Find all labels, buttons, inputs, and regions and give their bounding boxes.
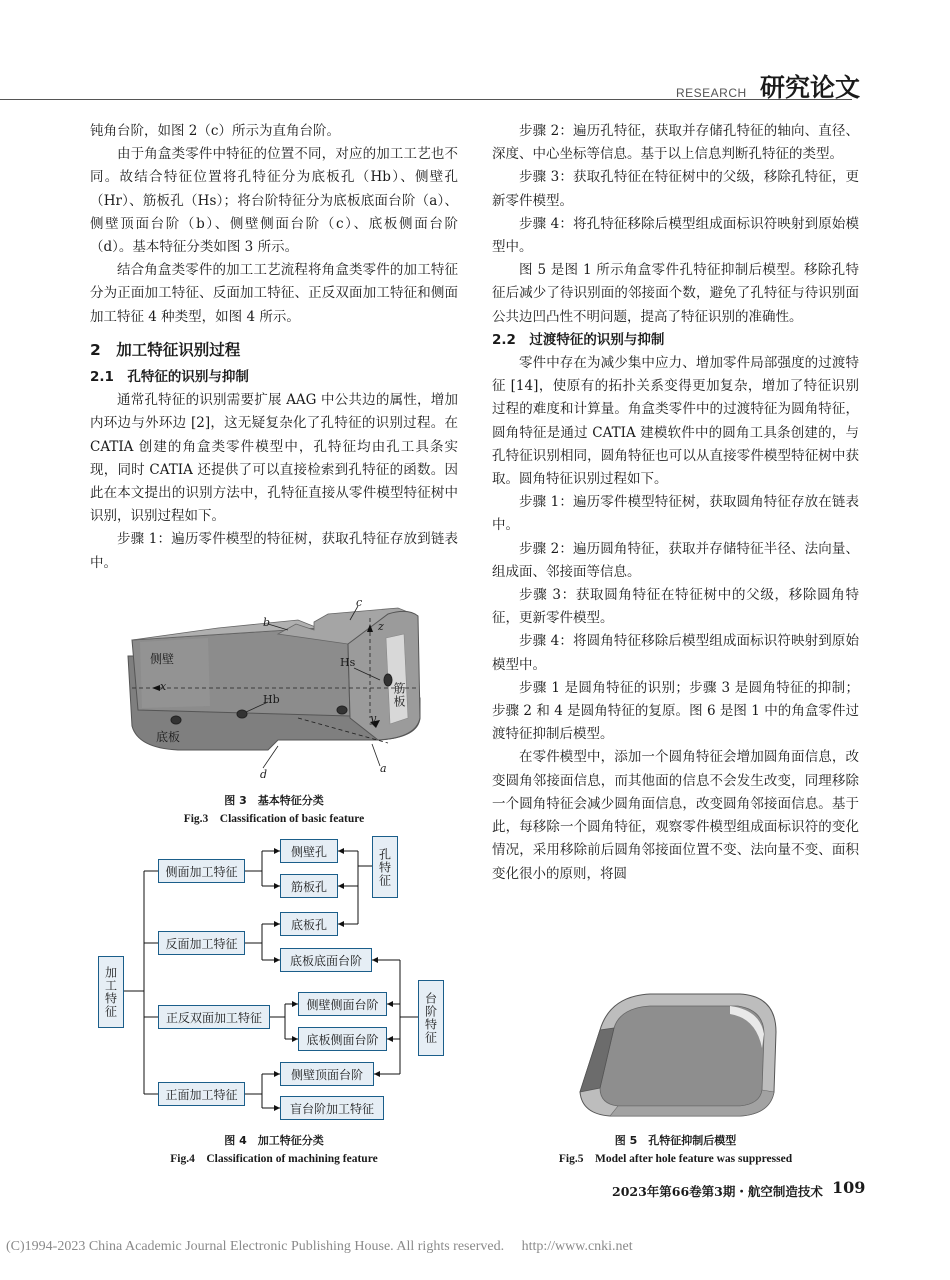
axis-x-label: x — [160, 680, 167, 693]
subsection-heading: 2.2 过渡特征的识别与抑制 — [492, 331, 665, 348]
leaf-box-rib-hole: 筋板孔 — [280, 874, 338, 898]
paragraph: 通常孔特征的识别需要扩展 AAG 中公共边的属性，增加内环边与外环边 [2]，这无疑复杂化了孔特征的识别过程。在 CATIA 创建的角盒类零件模型中，孔特征均由孔工具条实现，同时 CATIA 还提供了可以直接检索到孔特征的函数。因此在本文提出的识别方法中，孔特征直接从零件模型特征树中识别，识别过程如下。 — [90, 392, 458, 525]
leaf-box-side-wall-top-step: 侧壁顶面台阶 — [280, 1062, 374, 1086]
paragraph: 在零件模型中，添加一个圆角特征会增加圆角面信息，改变圆角邻接面信息，而其他面的信息不会发生改变，同理移除一个圆角特征会减少圆角面信息，改变圆角邻接面信息。基于此，每移除一个圆角特征，观察零件模型组成面标识符的变化情况，采用移除前后圆角邻接面位置不变、法向量不变、面积变化很小的原则，将圆 — [492, 749, 859, 882]
paragraph: 结合角盒类零件的加工工艺流程将角盒类零件的加工特征分为正面加工特征、反面加工特征、正反双面加工特征和侧面加工特征 4 种类型，如图 4 所示。 — [90, 262, 458, 325]
fig5-caption-en: Fig.5 Model after hole feature was suppressed — [558, 1153, 793, 1165]
axis-y-label: y — [370, 712, 377, 725]
footer-issue: 2023年第66卷第3期・航空制造技术 — [612, 1184, 823, 1199]
subsection-heading: 2.1 孔特征的识别与抑制 — [90, 369, 249, 386]
paragraph: 步骤 2：遍历圆角特征，获取并存储特征半径、法向量、组成面、邻接面等信息。 — [492, 540, 859, 580]
paragraph: 步骤 3：获取圆角特征在特征树中的父级，移除圆角特征，更新零件模型。 — [492, 587, 859, 627]
paragraph: 步骤 3：获取孔特征在特征树中的父级，移除孔特征，更新零件模型。 — [492, 169, 859, 209]
group-box-double: 正反双面加工特征 — [158, 1005, 270, 1029]
fig5-caption-cn: 图 5 孔特征抑制后模型 — [614, 1134, 737, 1147]
fig4-caption-cn: 图 4 加工特征分类 — [224, 1134, 324, 1147]
label-rib-plate: 筋板 — [392, 682, 406, 708]
fig3-caption-en: Fig.3 Classification of basic feature — [183, 813, 365, 825]
suppressed-model-image — [570, 988, 784, 1120]
header-section-title: 研究论文 — [760, 73, 861, 102]
category-box-hole-feature: 孔特征 — [372, 836, 398, 898]
label-hb: Hb — [263, 693, 280, 706]
leaf-box-bottom-face-step: 底板底面台阶 — [280, 948, 372, 972]
header-research-label: RESEARCH — [676, 86, 747, 100]
group-box-side: 侧面加工特征 — [158, 859, 245, 883]
label-d: d — [260, 768, 268, 781]
paragraph: 步骤 1：遍历零件模型特征树，获取圆角特征存放在链表中。 — [492, 494, 859, 534]
label-b: b — [263, 616, 271, 629]
flowchart-connectors — [90, 836, 458, 1126]
leaf-box-side-wall-side-step: 侧壁侧面台阶 — [298, 992, 387, 1016]
paragraph: 钝角台阶，如图 2（c）所示为直角台阶。 — [90, 123, 340, 139]
section-heading: 2 加工特征识别过程 — [90, 340, 241, 359]
leaf-box-bottom-side-step: 底板侧面台阶 — [298, 1027, 387, 1051]
leaf-box-side-wall-hole: 侧壁孔 — [280, 839, 338, 863]
group-box-front: 正面加工特征 — [158, 1082, 245, 1106]
category-box-step-feature: 台阶特征 — [418, 980, 444, 1056]
figure-4-flowchart — [90, 836, 458, 1126]
figure-3 — [118, 598, 438, 782]
leaf-box-bottom-hole: 底板孔 — [280, 912, 338, 936]
label-a: a — [380, 762, 387, 775]
fig4-caption-en: Fig.4 Classification of machining feature — [170, 1153, 378, 1165]
axis-z-label: z — [378, 620, 384, 633]
paragraph: 步骤 4：将孔特征移除后模型组成面标识符映射到原始模型中。 — [492, 215, 859, 256]
label-hs: Hs — [340, 656, 356, 669]
paragraph: 步骤 4：将圆角特征移除后模型组成面标识符映射到原始模型中。 — [492, 633, 859, 673]
label-bottom-plate: 底板 — [156, 730, 181, 744]
paragraph: 步骤 2：遍历孔特征，获取并存储孔特征的轴向、直径、深度、中心坐标等信息。基于以上信息判断孔特征的类型。 — [492, 123, 859, 163]
root-box-machining-feature: 加工特征 — [98, 956, 124, 1028]
paragraph: 步骤 1：遍历零件模型的特征树，获取孔特征存放到链表中。 — [90, 531, 458, 571]
figure-5 — [570, 988, 784, 1120]
copyright-notice: (C)1994-2023 China Academic Journal Electronic Publishing House. All rights reserved. http://www.cnki.net — [6, 1239, 633, 1254]
paragraph: 步骤 1 是圆角特征的识别；步骤 3 是圆角特征的抑制；步骤 2 和 4 是圆角特征的复原。图 6 是图 1 中的角盒零件过渡特征抑制后模型。 — [492, 679, 859, 743]
label-side-wall: 侧壁 — [150, 652, 175, 666]
paragraph: 图 5 是图 1 所示角盒零件孔特征抑制后模型。移除孔特征后减少了待识别面的邻接面个数，避免了孔特征与待识别面公共边凹凸性不明问题，提高了特征识别的准确性。 — [492, 262, 859, 325]
right-column-text — [492, 120, 859, 886]
paragraph: 由于角盒类零件中特征的位置不同，对应的加工工艺也不同。故结合特征位置将孔特征分为底板孔（Hb）、侧壁孔（Hr）、筋板孔（Hs）；将台阶特征分为底板底面台阶（a）、侧壁顶面台阶（b）、侧壁侧面台阶（c）、底板侧面台阶（d）。基本特征分类如图 3 所示。 — [90, 146, 458, 256]
fig3-caption-cn: 图 3 基本特征分类 — [224, 794, 324, 807]
left-column-text — [90, 120, 458, 575]
group-box-back: 反面加工特征 — [158, 931, 245, 955]
paragraph: 零件中存在为减少集中应力、增加零件局部强度的过渡特征 [14]，使原有的拓扑关系变得更加复杂，增加了特征识别过程的难度和计算量。角盒类零件中的过渡特征为圆角特征，圆角特征是通过 CATIA 建模软件中的圆角工具条创建的，与孔特征识别相同，圆角特征也可以从直接零件模型特征树中获取。圆角特征识别过程如下。 — [492, 355, 859, 488]
footer-page-number: 109 — [832, 1178, 866, 1197]
leaf-box-blind-step: 盲台阶加工特征 — [280, 1096, 384, 1120]
label-c: c — [356, 596, 363, 609]
